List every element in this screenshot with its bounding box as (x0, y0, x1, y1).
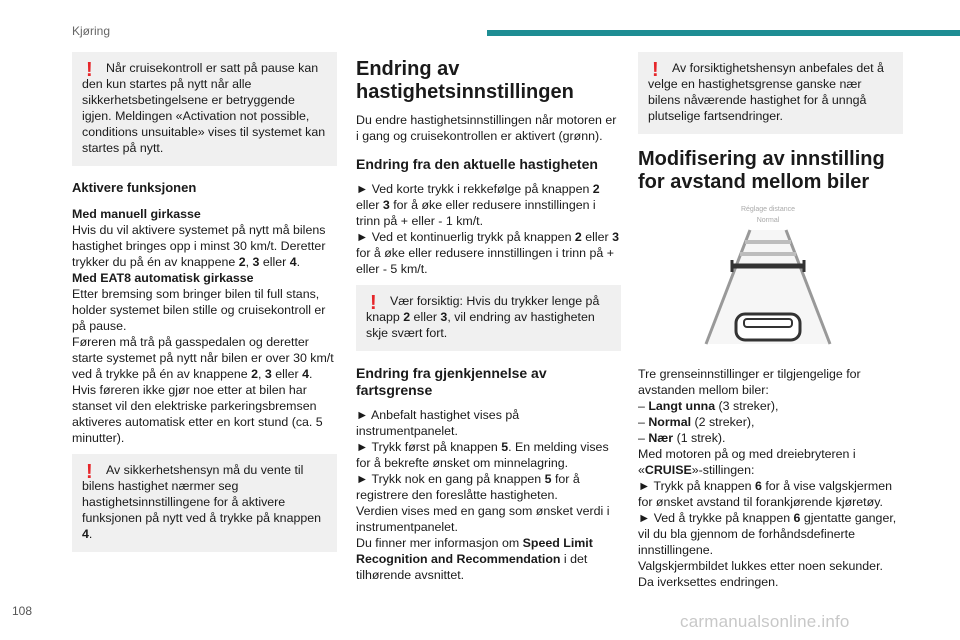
column-left (72, 52, 337, 566)
warning-text: Av sikkerhetshensyn må du vente til bilens hastighet nærmer seg hastighetsinnstillingene for å aktivere funksjonen på nytt ved å trykke på knappen 4. (82, 463, 322, 541)
diagram-label-title: Réglage distance (740, 206, 796, 213)
limit-more-info: Du finner mer informasjon om Speed Limit Recognition and Recommendation i det tilhørende avsnittet. (356, 536, 593, 582)
distance-option-normal: – Normal (2 streker), (638, 415, 755, 429)
activate-heading: Aktivere funksjonen (72, 180, 197, 195)
current-speed-step1: ► Ved korte trykk i rekkefølge på knappen 2 eller 3 for å øke eller redusere innstillingen i trinn på + eller - 1 km/t. (356, 182, 600, 228)
speed-setting-intro: Du endre hastighetsinnstillingen når motoren er i gang og cruisekontrollen er aktivert (grønn). (356, 113, 617, 143)
manual-gearbox-text: Hvis du vil aktivere systemet på nytt må bilens hastighet bringes opp i minst 30 km/t. Deretter trykker du på én av knappene 2, 3 eller 4. (72, 223, 326, 269)
limit-value-text: Verdien vises med en gang som ønsket verdi i instrumentpanelet. (356, 504, 610, 534)
current-speed-heading: Endring fra den aktuelle hastigheten (356, 156, 598, 172)
warning-box-pause (72, 52, 337, 166)
distance-step1: ► Trykk på knappen 6 for å vise valgskjermen for ønsket avstand til forankjørende kjøretøy. (638, 479, 893, 509)
warning-box-long-press (356, 285, 621, 351)
manual-gearbox-heading: Med manuell girkasse (72, 207, 201, 221)
distance-apply-text: Da iverksettes endringen. (638, 575, 779, 589)
speed-setting-heading: Endring av hastighetsinnstillingen (356, 58, 574, 103)
current-speed-step2: ► Ved et kontinuerlig trykk på knappen 2 eller 3 for å øke eller redusere innstillingen i trinn på + eller - 5 km/t. (356, 230, 620, 276)
distance-intro: Tre grenseinnstillinger er tilgjengelige for avstanden mellom biler: (638, 367, 861, 397)
distance-step2: ► Ved å trykke på knappen 6 gjentatte ganger, vil du bla gjennom de forhåndsdefinerte innstillingene. (638, 511, 897, 557)
distance-setting-diagram (698, 202, 838, 352)
eat8-text-c: Hvis føreren ikke gjør noe etter at bilen har stanset vil den elektriske parkeringsbremsen aktiveres automatisk etter en kort stund (ca. 5 minutter). (72, 383, 323, 445)
eat8-text-b: Føreren må trå på gasspedalen og deretter starte systemet på nytt når bilen er over 30 km/t ved å trykke på én av knappene 2, 3 eller 4. (72, 335, 334, 381)
warning-icon: ! (370, 292, 377, 314)
column-right (638, 52, 903, 590)
eat8-text-a: Etter bremsing som bringer bilen til full stans, holder systemet bilen stille og cruisekontroll er på pause. (72, 287, 326, 333)
distance-option-near: – Nær (1 strek). (638, 431, 726, 445)
limit-step3: ► Trykk nok en gang på knappen 5 for å registrere den foreslåtte hastigheten. (356, 472, 580, 502)
distance-setting-heading: Modifisering av innstilling for avstand mellom biler (638, 148, 885, 193)
diagram-label-mode: Normal (756, 217, 780, 224)
warning-icon: ! (86, 59, 93, 81)
page-number: 108 (12, 604, 33, 618)
header-accent-bar (487, 30, 960, 36)
limit-step2: ► Trykk først på knappen 5. En melding vises for å bekrefte ønsket om minnelagring. (356, 440, 609, 470)
limit-step1: ► Anbefalt hastighet vises på instrumentpanelet. (356, 408, 520, 438)
eat8-heading: Med EAT8 automatisk girkasse (72, 271, 254, 285)
warning-icon: ! (86, 461, 93, 483)
engine-on-text: Med motoren på og med dreiebryteren i «CRUISE»-stillingen: (638, 447, 856, 477)
watermark: carmanualsonline.info (680, 612, 850, 631)
warning-text: Av forsiktighetshensyn anbefales det å velge en hastighetsgrense ganske nær bilens nåværende hastighet for å unngå plutselige fartsendringer. (648, 61, 884, 123)
warning-text: Vær forsiktig: Hvis du trykker lenge på knapp 2 eller 3, vil endring av hastigheten skje svært fort. (366, 294, 600, 340)
warning-icon: ! (652, 59, 659, 81)
distance-option-far: – Langt unna (3 streker), (638, 399, 779, 413)
column-middle (356, 52, 621, 583)
section-title: Kjøring (72, 24, 111, 38)
warning-text: Når cruisekontroll er satt på pause kan den kun startes på nytt når alle sikkerhetsbetingelsene er betryggende igjen. Meldingen «Activation not possible, conditions unsuitable» vises til systemet kan startes på nytt. (82, 61, 326, 155)
distance-close-text: Valgskjermbildet lukkes etter noen sekunder. (638, 559, 883, 573)
warning-box-precaution (638, 52, 903, 134)
speed-limit-heading: Endring fra gjenkjennelse av fartsgrense (356, 365, 547, 398)
warning-box-safety (72, 454, 337, 552)
